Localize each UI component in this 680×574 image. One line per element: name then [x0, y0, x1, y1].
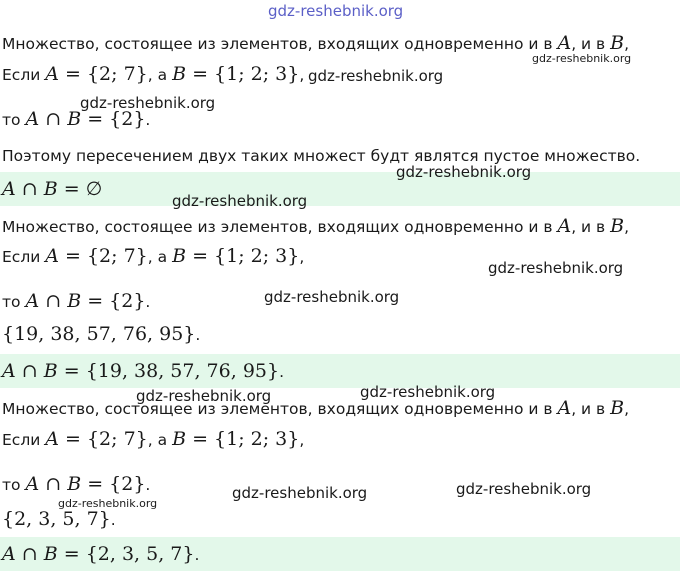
set-line: {2, 3, 5, 7}.	[2, 508, 116, 530]
set-line: {19, 38, 57, 76, 95}.	[2, 323, 201, 345]
intersection-line: то A ∩ B = {2}.	[2, 108, 151, 130]
result-line: A ∩ B = {2, 3, 5, 7}.	[2, 543, 200, 565]
result-line: A ∩ B = {19, 38, 57, 76, 95}.	[2, 360, 285, 382]
watermark: gdz-reshebnik.org	[264, 288, 400, 306]
result-line: A ∩ B = ∅	[2, 178, 103, 200]
watermark: gdz-reshebnik.org	[268, 2, 404, 20]
watermark: gdz-reshebnik.org	[58, 497, 158, 510]
watermark: gdz-reshebnik.org	[232, 484, 368, 502]
watermark: gdz-reshebnik.org	[532, 52, 632, 65]
intersection-line: то A ∩ B = {2}.	[2, 473, 151, 495]
watermark: gdz-reshebnik.org	[488, 259, 624, 277]
watermark: gdz-reshebnik.org	[456, 480, 592, 498]
watermark: gdz-reshebnik.org	[172, 192, 308, 210]
intersection-line: то A ∩ B = {2}.	[2, 290, 151, 312]
watermark: gdz-reshebnik.org	[396, 163, 532, 181]
definition-line: Множество, состоящее из элементов, входящих одновременно и в A, и в B,	[2, 397, 630, 419]
sets-line: Если A = {2; 7}, а B = {1; 2; 3},	[2, 428, 305, 450]
watermark: gdz-reshebnik.org	[308, 67, 444, 85]
sets-line: Если A = {2; 7}, а B = {1; 2; 3},	[2, 63, 305, 85]
sets-line: Если A = {2; 7}, а B = {1; 2; 3},	[2, 245, 305, 267]
definition-line: Множество, состоящее из элементов, входящих одновременно и в A, и в B,	[2, 215, 630, 237]
extra-text: Поэтому пересечением двух таких множест будт являтся пустое множество.	[2, 147, 641, 165]
watermark: gdz-reshebnik.org	[360, 383, 496, 401]
watermark: gdz-reshebnik.org	[80, 94, 216, 112]
watermark: gdz-reshebnik.org	[136, 387, 272, 405]
definition-line: Множество, состоящее из элементов, входящих одновременно и в A, и в B,	[2, 32, 630, 54]
